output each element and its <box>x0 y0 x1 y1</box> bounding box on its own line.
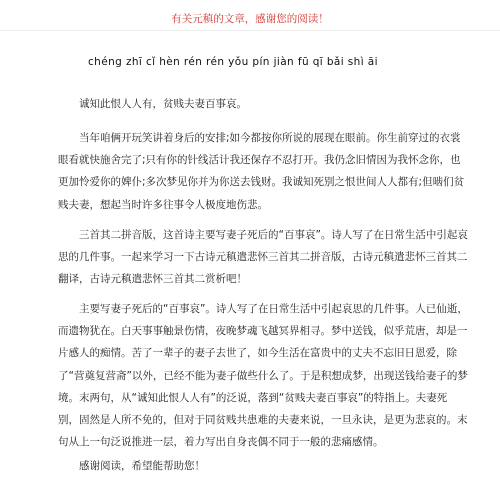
poem-line: 诚知此恨人人有，贫贱夫妻百事哀。 <box>79 98 247 110</box>
paragraph-thanks: 感谢阅读，希望能帮助您！ <box>79 460 205 472</box>
paragraph-translation: 当年咱俩开玩笑讲着身后的安排;如今都按你所说的展现在眼前。你生前穿过的衣裳眼看就快施舍完了;只有你的针线活计我还保存不忍打开。我仍念旧情因为我怀念你，也更加怜爱你的婢仆;多次梦见你并为你送去钱财。我诚知死别之恨世间人人都有;但啮们贫贱夫妻，想起当时许多往事令人极度地伤悲。 <box>58 132 465 211</box>
poem-pinyin: chéng zhī cǐ hèn rén rén yǒu pín jiàn fū qī bǎi shì āi <box>88 56 378 68</box>
paragraph-appreciation: 主要写妻子死后的“百事哀”。诗人写了在日常生活中引起哀思的几件事。人已仙逝，而遗物犹在。白天事事触景伤情，夜晚梦魂飞越冥界相寻。梦中送钱，似乎荒唐，却是一片感人的痴情。苦了一辈子的妻子去世了，如今生活在富贵中的丈夫不忘旧日恩爱，除了“营奠复营斋”以外，已经不能为妻子做些什么了。于是积想成梦，出现送钱给妻子的梦境。末两句，从“诚知此恨人人有”的泛说，落到“贫贱夫妻百事哀”的特指上。夫妻死别，固然是人所不免的，但对于同贫贱共患难的夫妻来说，一旦永诀，是更为悲哀的。末句从上一句泛说推进一层，着力写出自身丧偶不同于一般的悲痛感情。 <box>58 303 468 449</box>
paragraph-intro: 三首其二拼音版，这首诗主要写妻子死后的“百事哀”。诗人写了在日常生活中引起哀思的几件事。一起来学习一下古诗元稹遣悲怀三首其二拼音版，古诗元稹遣悲怀三首其二翻译，古诗元稹遣悲怀三首其二赏析吧！ <box>58 229 468 286</box>
page-header: 有关元稹的文章，感谢您的阅读！ <box>0 8 500 31</box>
